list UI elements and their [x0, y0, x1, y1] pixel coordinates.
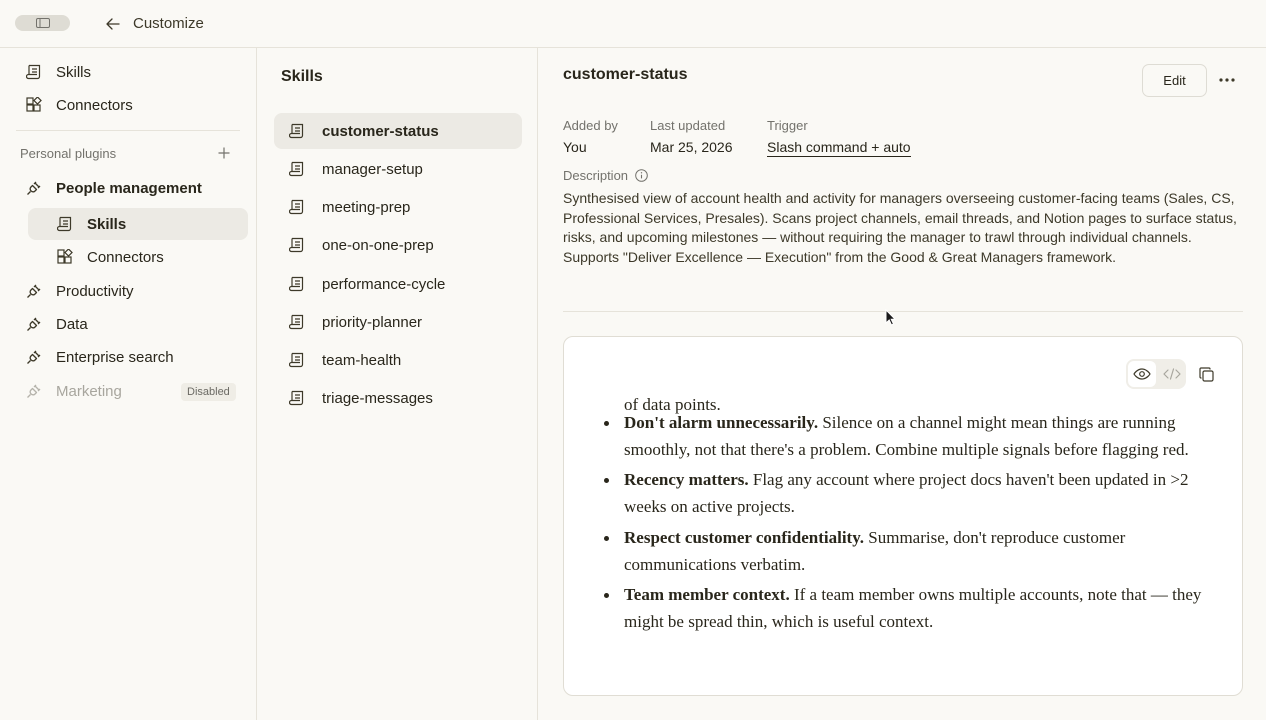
- meta-label: Added by: [563, 118, 618, 133]
- scroll-icon: [288, 275, 306, 293]
- plugin-label: Data: [56, 315, 88, 333]
- skill-label: triage-messages: [322, 389, 433, 407]
- plug-icon: [25, 315, 43, 333]
- plugin-sub-item-label: Connectors: [87, 248, 164, 266]
- list-item-text: Summarise, don't reproduce customer communications verbatim.: [624, 527, 1126, 574]
- list-item: [624, 410, 1224, 463]
- copy-button[interactable]: [1196, 364, 1216, 384]
- top-bar: [0, 0, 1266, 48]
- trigger-link[interactable]: Slash command + auto: [767, 139, 911, 155]
- meta-added-by: [563, 118, 618, 155]
- plugin-sub-item-connectors[interactable]: [56, 241, 164, 273]
- plugin-label: People management: [56, 179, 202, 197]
- scroll-icon: [288, 160, 306, 178]
- list-item-text: Silence on a channel might mean things are running smoothly, not that there's a problem. Combine multiple signals before flagging red.: [624, 413, 1189, 459]
- list-item-text: Flag any account where project docs haven't been updated in >2 weeks on active projects.: [624, 470, 1189, 517]
- meta-last-updated: [650, 118, 733, 155]
- meta-label: Trigger: [767, 118, 808, 133]
- preview-toggle[interactable]: [1128, 361, 1156, 387]
- skill-label: team-health: [322, 351, 402, 369]
- sidebar-item-connectors[interactable]: [25, 89, 133, 121]
- plugin-label: Enterprise search: [56, 348, 174, 366]
- list-item: [624, 582, 1224, 635]
- divider: [16, 130, 240, 131]
- description-label-text: Description: [563, 168, 629, 183]
- plus-icon: [218, 147, 230, 159]
- plugin-enterprise-search[interactable]: [25, 341, 174, 373]
- list-item-bold: Recency matters.: [624, 470, 749, 490]
- plug-icon: [25, 179, 43, 197]
- code-icon: [1163, 368, 1181, 380]
- meta-value: You: [563, 139, 587, 155]
- list-item: [624, 525, 1224, 578]
- skill-label: one-on-one-prep: [322, 236, 434, 254]
- scroll-icon: [288, 351, 306, 369]
- back-button[interactable]: [104, 14, 122, 34]
- source-toggle[interactable]: [1158, 361, 1186, 387]
- skill-content-card: [563, 336, 1243, 696]
- sidebar-item-skills[interactable]: [25, 56, 91, 88]
- skill-label: priority-planner: [322, 313, 423, 331]
- skill-item-meeting-prep[interactable]: [274, 189, 522, 225]
- plugin-label: Productivity: [56, 282, 134, 300]
- scroll-icon: [288, 389, 306, 407]
- skill-label: meeting-prep: [322, 198, 411, 216]
- scroll-icon: [288, 198, 306, 216]
- plugin-productivity[interactable]: [25, 275, 134, 307]
- meta-value: Mar 25, 2026: [650, 139, 733, 155]
- scroll-icon: [25, 63, 43, 81]
- plug-icon: [25, 382, 43, 400]
- connectors-icon: [25, 96, 43, 114]
- skill-item-one-on-one-prep[interactable]: [274, 227, 522, 263]
- list-item-text: If a team member owns multiple accounts, note that — they might be spread thin, which is useful context.: [624, 585, 1202, 631]
- list-item-bold: Team member context.: [624, 585, 790, 605]
- skill-label: manager-setup: [322, 160, 423, 178]
- skills-list-panel: [258, 48, 538, 720]
- left-sidebar: [0, 48, 257, 720]
- copy-icon: [1199, 367, 1214, 382]
- ellipsis-icon: [1219, 78, 1235, 82]
- skill-item-team-health[interactable]: [274, 342, 522, 378]
- eye-icon: [1133, 368, 1151, 380]
- page-title: Customize: [133, 15, 204, 32]
- scroll-icon: [288, 313, 306, 331]
- edit-button[interactable]: Edit: [1142, 64, 1207, 97]
- plug-icon: [25, 282, 43, 300]
- scroll-icon: [288, 122, 306, 140]
- skill-item-triage-messages[interactable]: [274, 380, 522, 416]
- scroll-icon: [56, 215, 74, 233]
- arrow-left-icon: [106, 18, 120, 30]
- skill-detail-panel: [539, 48, 1266, 720]
- view-toggle: [1126, 359, 1186, 389]
- skill-item-customer-status[interactable]: [274, 113, 522, 149]
- description-text: Synthesised view of account health and activity for managers overseeing customer-facing teams (Sales, CS, Professional Services, Presales). Scans project channels, email threads, and Notion pages to surface status, risks, and upcoming milestones — without requiring the manager to trawl through individual channels. Supports "Deliver Excellence — Execution" from the Good & Great Managers framework.: [563, 190, 1237, 265]
- plugin-people-management[interactable]: [25, 172, 202, 204]
- connectors-icon: [56, 248, 74, 266]
- skill-item-performance-cycle[interactable]: [274, 266, 522, 302]
- sidebar-item-label: Skills: [56, 63, 92, 81]
- description-label: [563, 168, 648, 183]
- plugin-marketing[interactable]: [25, 375, 122, 407]
- meta-trigger: [767, 118, 911, 157]
- plugin-sub-item-skills[interactable]: [56, 208, 126, 240]
- sidebar-item-label: Connectors: [56, 96, 133, 114]
- mouse-cursor-icon: [885, 309, 897, 327]
- skill-label: performance-cycle: [322, 275, 446, 293]
- list-item-bold: Respect customer confidentiality.: [624, 527, 865, 547]
- list-item: [624, 467, 1224, 520]
- scroll-icon: [288, 236, 306, 254]
- panel-icon: [36, 18, 50, 28]
- more-options-button[interactable]: [1215, 70, 1239, 90]
- list-item-bold: Don't alarm unnecessarily.: [624, 413, 819, 432]
- guideline-list: [624, 410, 1224, 636]
- plugin-data[interactable]: [25, 308, 88, 340]
- plugin-sub-item-label: Skills: [87, 215, 127, 233]
- divider: [563, 311, 1243, 312]
- skill-title: customer-status: [563, 66, 688, 83]
- skill-item-manager-setup[interactable]: [274, 151, 522, 187]
- add-plugin-button[interactable]: [215, 144, 233, 162]
- skill-item-priority-planner[interactable]: [274, 304, 522, 340]
- disabled-badge: Disabled: [181, 383, 236, 401]
- section-label-personal-plugins: Personal plugins: [20, 146, 117, 161]
- content-fragment: of data points.: [624, 395, 721, 414]
- meta-label: Last updated: [650, 118, 726, 133]
- skill-content: [624, 395, 1224, 640]
- sidebar-toggle-button[interactable]: [15, 15, 70, 31]
- skills-heading: Skills: [281, 68, 323, 85]
- skill-label: customer-status: [322, 122, 439, 140]
- plug-icon: [25, 348, 43, 366]
- info-icon[interactable]: [634, 169, 648, 183]
- plugin-label: Marketing: [56, 382, 122, 400]
